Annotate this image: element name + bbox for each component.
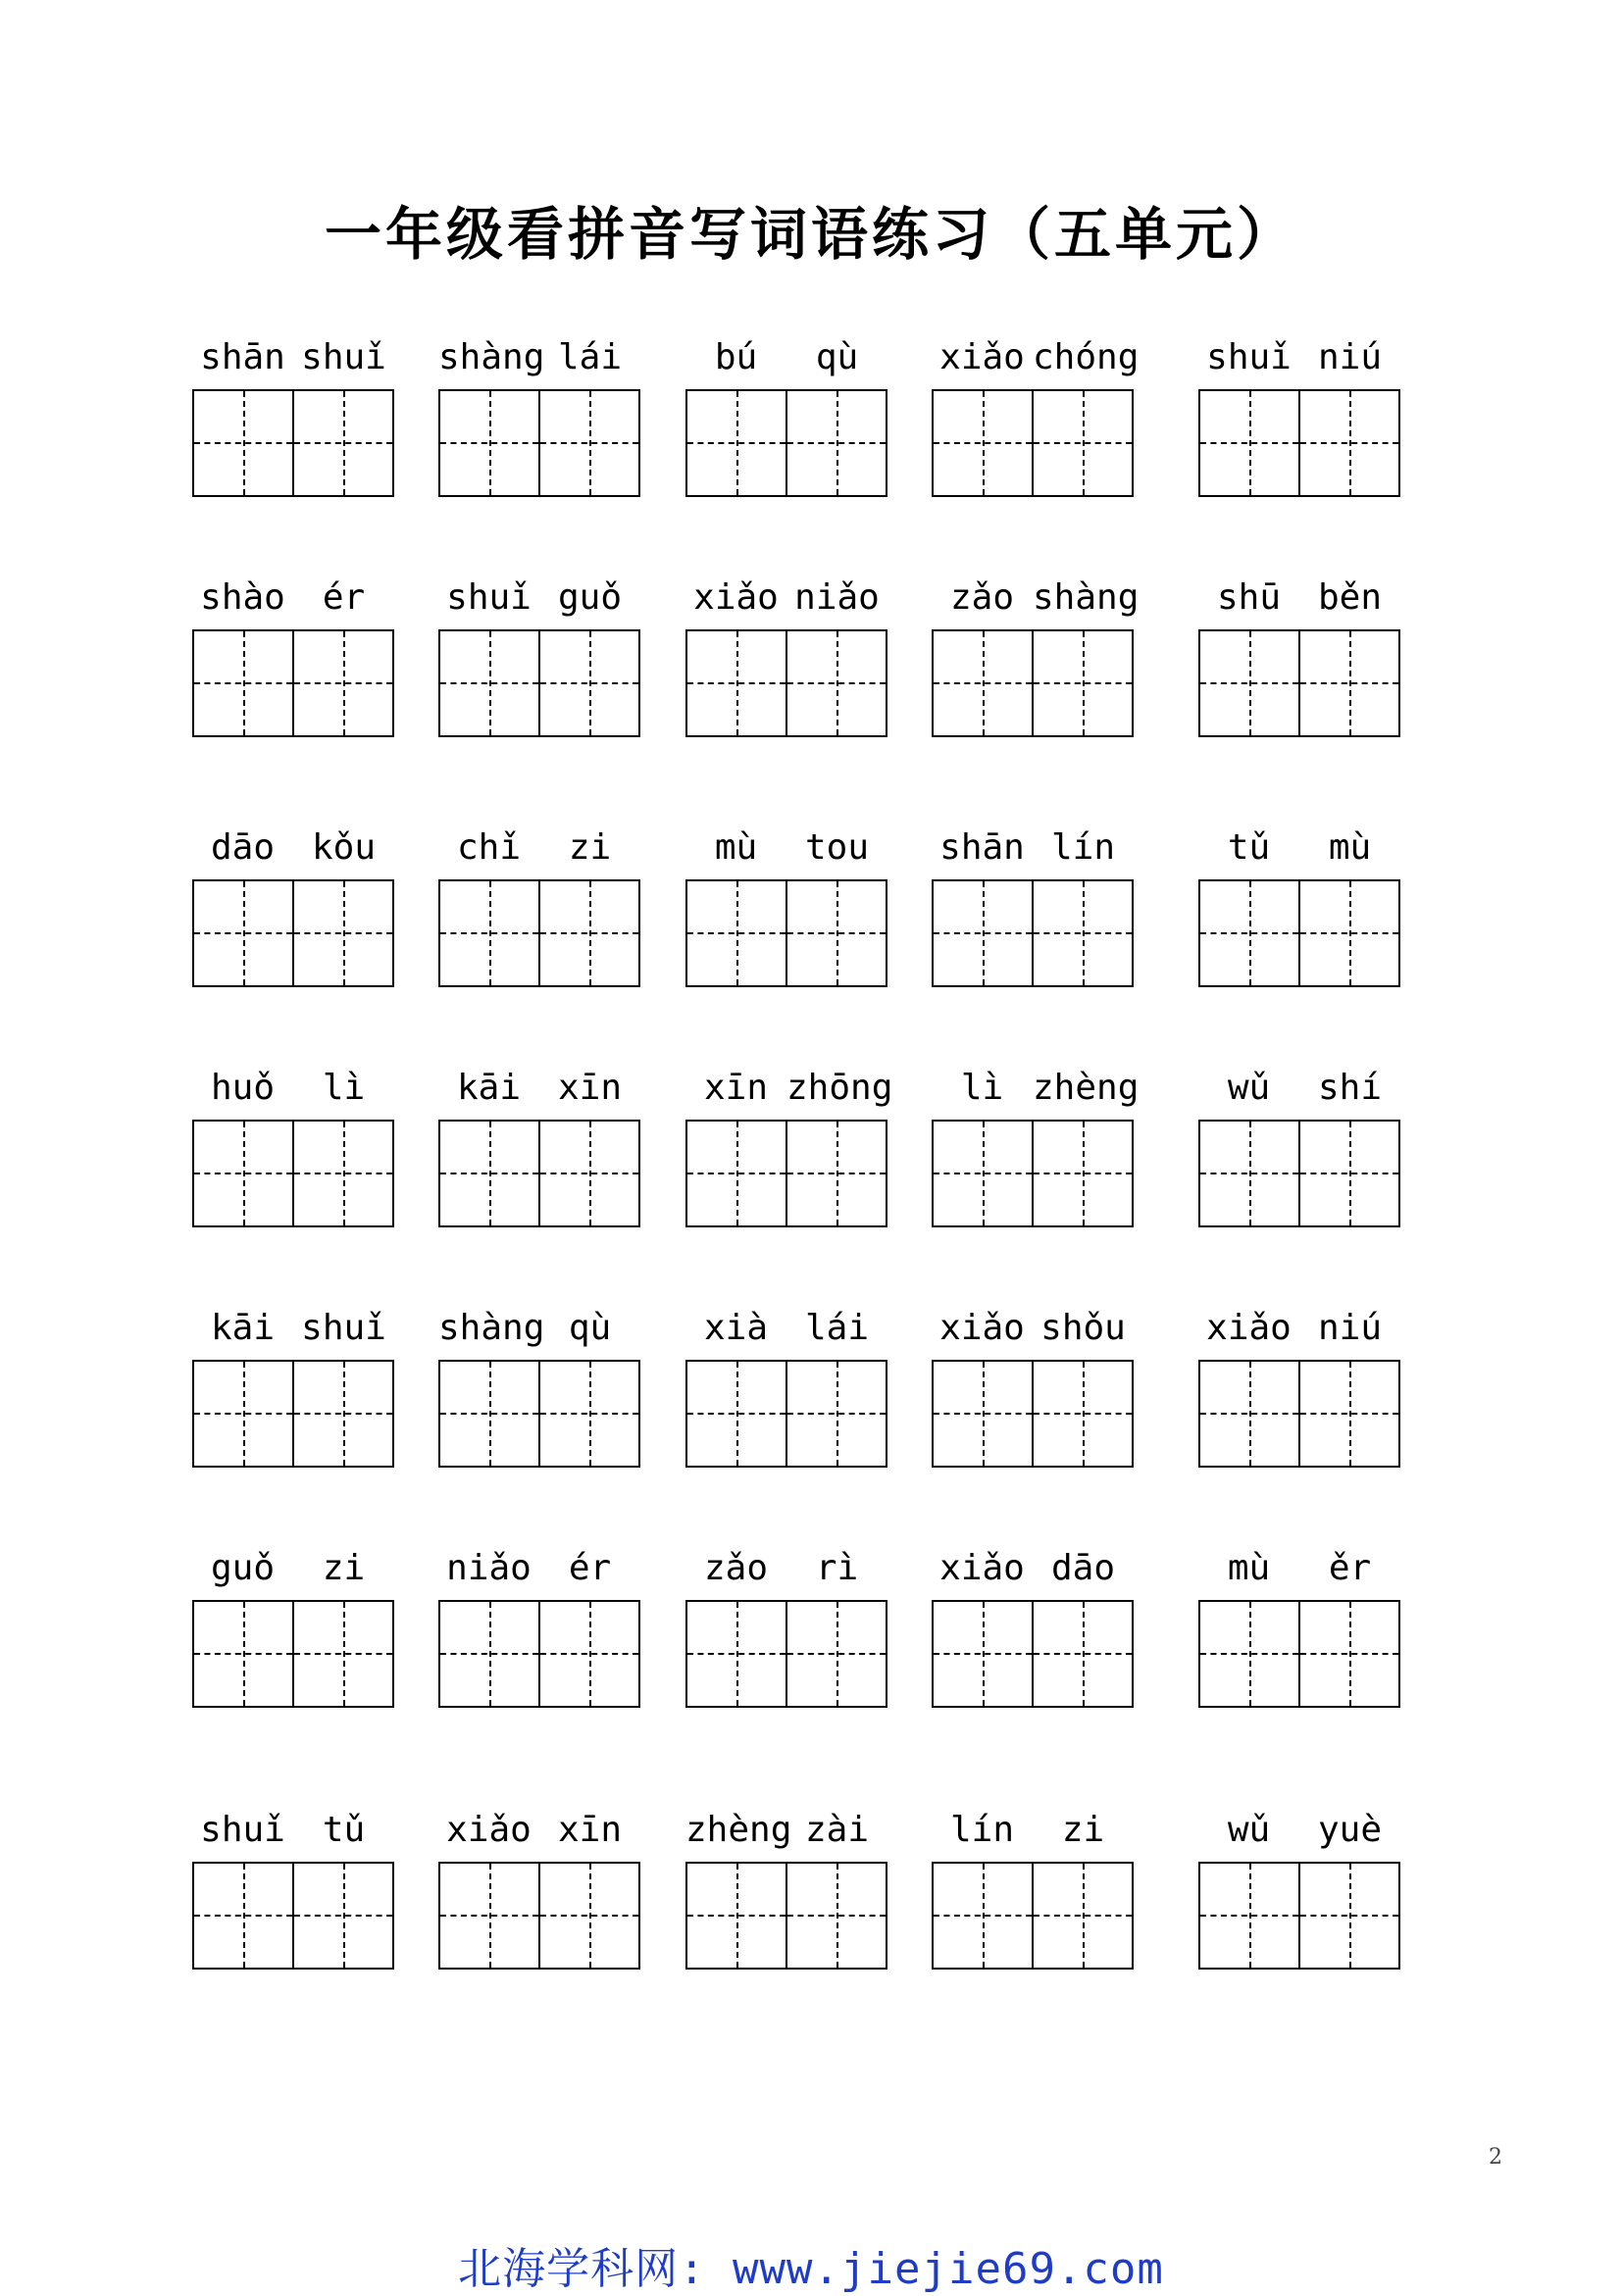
- tianzige-cell[interactable]: [1032, 1602, 1132, 1706]
- pinyin-syllable: rì: [815, 1548, 859, 1588]
- pinyin-syllable: kāi: [456, 1068, 522, 1108]
- writing-boxes: [685, 389, 887, 497]
- pinyin-syllable: shàng: [1033, 577, 1140, 618]
- tianzige-cell[interactable]: [440, 631, 538, 735]
- tianzige-cell[interactable]: [292, 1864, 392, 1968]
- pinyin-label: [685, 578, 887, 618]
- pinyin-syllable: shān: [200, 337, 285, 377]
- pinyin-syllable: tou: [804, 827, 870, 868]
- tianzige-cell[interactable]: [194, 1602, 292, 1706]
- word-item: [438, 828, 640, 995]
- word-item: [192, 338, 394, 505]
- pinyin-syllable: dāo: [1050, 1548, 1116, 1588]
- tianzige-cell[interactable]: [1032, 1362, 1132, 1466]
- pinyin-label: [1198, 338, 1400, 377]
- writing-boxes: [685, 1862, 887, 1970]
- word-item: [438, 1069, 640, 1235]
- word-item: [685, 1549, 887, 1716]
- pinyin-label: [438, 1549, 640, 1588]
- tianzige-cell[interactable]: [440, 881, 538, 985]
- pinyin-label: [1198, 1309, 1400, 1348]
- pinyin-syllable: lì: [322, 1068, 366, 1108]
- tianzige-cell[interactable]: [194, 881, 292, 985]
- word-item: [192, 1069, 394, 1235]
- tianzige-cell[interactable]: [687, 881, 786, 985]
- pinyin-syllable: niǎo: [794, 577, 880, 618]
- pinyin-syllable: huǒ: [210, 1068, 276, 1108]
- tianzige-cell[interactable]: [1032, 1864, 1132, 1968]
- exercise-row: [192, 1549, 1418, 1745]
- pinyin-label: [438, 578, 640, 618]
- word-item: [192, 1811, 394, 1977]
- pinyin-label: [438, 1811, 640, 1850]
- worksheet-title: 一年级看拼音写词语练习（五单元）: [324, 201, 1297, 268]
- writing-boxes: [932, 629, 1134, 737]
- tianzige-cell[interactable]: [292, 1122, 392, 1225]
- pinyin-syllable: yuè: [1317, 1810, 1383, 1850]
- tianzige-cell[interactable]: [934, 881, 1032, 985]
- pinyin-syllable: běn: [1317, 577, 1383, 618]
- pinyin-syllable: shuǐ: [200, 1810, 285, 1850]
- pinyin-syllable: lái: [557, 337, 623, 377]
- writing-boxes: [438, 629, 640, 737]
- word-item: [932, 828, 1134, 995]
- pinyin-syllable: zhèng: [685, 1810, 792, 1850]
- pinyin-label: [192, 828, 394, 868]
- pinyin-syllable: zhèng: [1033, 1068, 1140, 1108]
- tianzige-cell[interactable]: [1032, 631, 1132, 735]
- word-item: [438, 578, 640, 745]
- word-item: [438, 1811, 640, 1977]
- pinyin-syllable: shí: [1317, 1068, 1383, 1108]
- word-item: [1198, 578, 1400, 745]
- pinyin-label: [192, 1811, 394, 1850]
- tianzige-cell[interactable]: [1032, 1122, 1132, 1225]
- tianzige-cell[interactable]: [1298, 1864, 1398, 1968]
- writing-boxes: [192, 389, 394, 497]
- word-item: [685, 1068, 893, 1235]
- word-item: [932, 577, 1140, 745]
- pinyin-label: [932, 1811, 1134, 1850]
- tianzige-cell[interactable]: [292, 631, 392, 735]
- pinyin-syllable: zǎo: [949, 577, 1015, 618]
- word-item: [1198, 338, 1400, 505]
- tianzige-cell[interactable]: [194, 631, 292, 735]
- tianzige-cell[interactable]: [934, 391, 1032, 495]
- writing-boxes: [192, 1600, 394, 1708]
- tianzige-cell[interactable]: [538, 1122, 638, 1225]
- tianzige-cell[interactable]: [194, 391, 292, 495]
- pinyin-label: [932, 1068, 1140, 1108]
- word-item: [192, 828, 394, 995]
- tianzige-cell[interactable]: [292, 881, 392, 985]
- tianzige-cell[interactable]: [440, 1864, 538, 1968]
- pinyin-syllable: xīn: [557, 1810, 623, 1850]
- pinyin-syllable: chǐ: [456, 827, 522, 868]
- pinyin-syllable: shān: [939, 827, 1025, 868]
- pinyin-syllable: shuǐ: [1206, 337, 1292, 377]
- tianzige-cell[interactable]: [786, 1362, 886, 1466]
- word-item: [1198, 1309, 1400, 1475]
- tianzige-cell[interactable]: [687, 1122, 786, 1225]
- word-item: [932, 1068, 1140, 1235]
- writing-boxes: [932, 389, 1134, 497]
- tianzige-cell[interactable]: [292, 1602, 392, 1706]
- writing-boxes: [1198, 389, 1400, 497]
- tianzige-cell[interactable]: [786, 881, 886, 985]
- pinyin-label: [685, 828, 887, 868]
- pinyin-syllable: tǔ: [322, 1810, 366, 1850]
- tianzige-cell[interactable]: [194, 1864, 292, 1968]
- pinyin-syllable: kǒu: [311, 827, 377, 868]
- footer-website: 北海学科网: www.jiejie69.com: [458, 2244, 1164, 2294]
- writing-boxes: [438, 1862, 640, 1970]
- word-item: [932, 1811, 1134, 1977]
- tianzige-cell[interactable]: [1200, 631, 1298, 735]
- writing-boxes: [685, 1360, 887, 1468]
- tianzige-cell[interactable]: [1200, 1864, 1298, 1968]
- tianzige-cell[interactable]: [1200, 1122, 1298, 1225]
- tianzige-cell[interactable]: [292, 1362, 392, 1466]
- tianzige-cell[interactable]: [538, 391, 638, 495]
- word-item: [932, 337, 1140, 505]
- writing-boxes: [685, 1120, 887, 1227]
- tianzige-cell[interactable]: [687, 631, 786, 735]
- tianzige-cell[interactable]: [538, 1602, 638, 1706]
- pinyin-label: [1198, 1069, 1400, 1108]
- pinyin-label: [438, 338, 640, 377]
- writing-boxes: [192, 1360, 394, 1468]
- pinyin-syllable: xiǎo: [939, 1548, 1025, 1588]
- pinyin-label: [192, 1069, 394, 1108]
- tianzige-cell[interactable]: [1032, 881, 1132, 985]
- tianzige-cell[interactable]: [1200, 1362, 1298, 1466]
- tianzige-cell[interactable]: [194, 1362, 292, 1466]
- pinyin-syllable: niǎo: [446, 1548, 532, 1588]
- tianzige-cell[interactable]: [440, 391, 538, 495]
- tianzige-cell[interactable]: [934, 1864, 1032, 1968]
- pinyin-syllable: shuǐ: [301, 337, 386, 377]
- pinyin-label: [685, 1811, 887, 1850]
- pinyin-syllable: xīn: [557, 1068, 623, 1108]
- pinyin-label: [932, 577, 1140, 618]
- writing-boxes: [932, 1862, 1134, 1970]
- word-item: [685, 578, 887, 745]
- pinyin-syllable: chóng: [1033, 337, 1140, 377]
- pinyin-syllable: shuǐ: [446, 577, 532, 618]
- pinyin-syllable: zài: [804, 1810, 870, 1850]
- tianzige-cell[interactable]: [934, 1122, 1032, 1225]
- pinyin-syllable: niú: [1317, 1308, 1383, 1348]
- pinyin-syllable: zhōng: [786, 1068, 893, 1108]
- tianzige-cell[interactable]: [1298, 1122, 1398, 1225]
- tianzige-cell[interactable]: [786, 1122, 886, 1225]
- pinyin-syllable: niú: [1317, 337, 1383, 377]
- word-item: [1198, 1811, 1400, 1977]
- tianzige-cell[interactable]: [538, 1864, 638, 1968]
- pinyin-syllable: guǒ: [210, 1548, 276, 1588]
- tianzige-cell[interactable]: [687, 1362, 786, 1466]
- writing-boxes: [192, 1862, 394, 1970]
- pinyin-label: [685, 338, 887, 377]
- word-item: [685, 828, 887, 995]
- tianzige-cell[interactable]: [786, 1602, 886, 1706]
- word-item: [1198, 1549, 1400, 1716]
- writing-boxes: [1198, 1600, 1400, 1708]
- pinyin-label: [192, 578, 394, 618]
- pinyin-syllable: xiǎo: [446, 1810, 532, 1850]
- pinyin-syllable: shào: [200, 577, 285, 618]
- writing-boxes: [1198, 879, 1400, 987]
- tianzige-cell[interactable]: [786, 391, 886, 495]
- pinyin-syllable: lì: [960, 1068, 1004, 1108]
- page-number: 2: [1489, 2145, 1502, 2170]
- tianzige-cell[interactable]: [786, 1864, 886, 1968]
- pinyin-syllable: shuǐ: [301, 1308, 386, 1348]
- word-item: [932, 1309, 1134, 1475]
- writing-boxes: [1198, 1862, 1400, 1970]
- pinyin-syllable: zǎo: [703, 1548, 769, 1588]
- tianzige-cell[interactable]: [194, 1122, 292, 1225]
- writing-boxes: [438, 1600, 640, 1708]
- tianzige-cell[interactable]: [1200, 391, 1298, 495]
- tianzige-cell[interactable]: [934, 631, 1032, 735]
- pinyin-label: [1198, 578, 1400, 618]
- writing-boxes: [685, 879, 887, 987]
- exercise-row: [192, 578, 1418, 774]
- writing-boxes: [1198, 629, 1400, 737]
- pinyin-label: [685, 1549, 887, 1588]
- tianzige-cell[interactable]: [538, 631, 638, 735]
- tianzige-cell[interactable]: [1298, 1362, 1398, 1466]
- writing-boxes: [932, 1120, 1134, 1227]
- exercise-row: [192, 1069, 1418, 1265]
- pinyin-syllable: wǔ: [1227, 1068, 1271, 1108]
- tianzige-cell[interactable]: [538, 881, 638, 985]
- word-item: [932, 1549, 1134, 1716]
- word-item: [438, 338, 640, 505]
- exercise-row: [192, 338, 1418, 534]
- pinyin-label: [932, 1309, 1134, 1348]
- tianzige-cell[interactable]: [1298, 631, 1398, 735]
- tianzige-cell[interactable]: [440, 1122, 538, 1225]
- writing-boxes: [438, 389, 640, 497]
- pinyin-syllable: shàng: [438, 1308, 545, 1348]
- writing-boxes: [932, 879, 1134, 987]
- pinyin-label: [1198, 1549, 1400, 1588]
- pinyin-syllable: xià: [703, 1308, 769, 1348]
- pinyin-label: [685, 1068, 893, 1108]
- pinyin-syllable: zi: [568, 827, 612, 868]
- exercise-row: [192, 1309, 1418, 1505]
- writing-boxes: [192, 1120, 394, 1227]
- pinyin-syllable: ěr: [1328, 1548, 1372, 1588]
- tianzige-cell[interactable]: [934, 1362, 1032, 1466]
- pinyin-syllable: xiǎo: [1206, 1308, 1292, 1348]
- tianzige-cell[interactable]: [1032, 391, 1132, 495]
- exercise-row: [192, 1811, 1418, 2007]
- pinyin-syllable: xīn: [703, 1068, 769, 1108]
- pinyin-label: [932, 828, 1134, 868]
- word-item: [192, 1549, 394, 1716]
- pinyin-syllable: zi: [322, 1548, 366, 1588]
- pinyin-label: [192, 338, 394, 377]
- pinyin-label: [685, 1309, 887, 1348]
- tianzige-cell[interactable]: [687, 1864, 786, 1968]
- writing-boxes: [438, 1360, 640, 1468]
- word-item: [685, 338, 887, 505]
- pinyin-syllable: wǔ: [1227, 1810, 1271, 1850]
- tianzige-cell[interactable]: [1298, 1602, 1398, 1706]
- tianzige-cell[interactable]: [1200, 881, 1298, 985]
- pinyin-syllable: shàng: [438, 337, 545, 377]
- pinyin-label: [932, 1549, 1134, 1588]
- pinyin-syllable: lín: [949, 1810, 1015, 1850]
- word-item: [1198, 828, 1400, 995]
- pinyin-label: [932, 337, 1140, 377]
- word-item: [1198, 1069, 1400, 1235]
- word-item: [438, 1549, 640, 1716]
- pinyin-syllable: dāo: [210, 827, 276, 868]
- pinyin-syllable: xiǎo: [939, 337, 1025, 377]
- word-item: [192, 1309, 394, 1475]
- pinyin-syllable: mù: [714, 827, 758, 868]
- word-item: [192, 578, 394, 745]
- exercise-row: [192, 828, 1418, 1024]
- pinyin-syllable: mù: [1328, 827, 1372, 868]
- pinyin-syllable: shū: [1216, 577, 1282, 618]
- pinyin-syllable: shǒu: [1040, 1308, 1126, 1348]
- pinyin-label: [438, 1309, 640, 1348]
- tianzige-cell[interactable]: [687, 1602, 786, 1706]
- tianzige-cell[interactable]: [440, 1602, 538, 1706]
- pinyin-label: [1198, 1811, 1400, 1850]
- pinyin-syllable: mù: [1227, 1548, 1271, 1588]
- writing-boxes: [438, 1120, 640, 1227]
- word-item: [438, 1309, 640, 1475]
- tianzige-cell[interactable]: [292, 391, 392, 495]
- pinyin-syllable: xiǎo: [939, 1308, 1025, 1348]
- pinyin-syllable: qù: [815, 337, 859, 377]
- word-item: [685, 1309, 887, 1475]
- tianzige-cell[interactable]: [934, 1602, 1032, 1706]
- word-item: [685, 1811, 887, 1977]
- pinyin-label: [192, 1309, 394, 1348]
- writing-boxes: [1198, 1360, 1400, 1468]
- pinyin-syllable: kāi: [210, 1308, 276, 1348]
- tianzige-cell[interactable]: [1298, 391, 1398, 495]
- pinyin-syllable: bú: [714, 337, 758, 377]
- pinyin-label: [1198, 828, 1400, 868]
- tianzige-cell[interactable]: [687, 391, 786, 495]
- pinyin-syllable: tǔ: [1227, 827, 1271, 868]
- writing-boxes: [192, 629, 394, 737]
- pinyin-syllable: lái: [804, 1308, 870, 1348]
- pinyin-syllable: guǒ: [557, 577, 623, 618]
- tianzige-cell[interactable]: [1298, 881, 1398, 985]
- pinyin-syllable: xiǎo: [693, 577, 779, 618]
- tianzige-cell[interactable]: [1200, 1602, 1298, 1706]
- writing-boxes: [932, 1600, 1134, 1708]
- tianzige-cell[interactable]: [440, 1362, 538, 1466]
- writing-boxes: [438, 879, 640, 987]
- writing-boxes: [685, 1600, 887, 1708]
- writing-boxes: [932, 1360, 1134, 1468]
- pinyin-syllable: ér: [322, 577, 366, 618]
- pinyin-syllable: zi: [1061, 1810, 1105, 1850]
- pinyin-label: [192, 1549, 394, 1588]
- writing-boxes: [192, 879, 394, 987]
- pinyin-label: [438, 828, 640, 868]
- pinyin-syllable: lín: [1050, 827, 1116, 868]
- tianzige-cell[interactable]: [786, 631, 886, 735]
- writing-boxes: [1198, 1120, 1400, 1227]
- writing-boxes: [685, 629, 887, 737]
- pinyin-label: [438, 1069, 640, 1108]
- pinyin-syllable: ér: [568, 1548, 612, 1588]
- pinyin-syllable: qù: [568, 1308, 612, 1348]
- tianzige-cell[interactable]: [538, 1362, 638, 1466]
